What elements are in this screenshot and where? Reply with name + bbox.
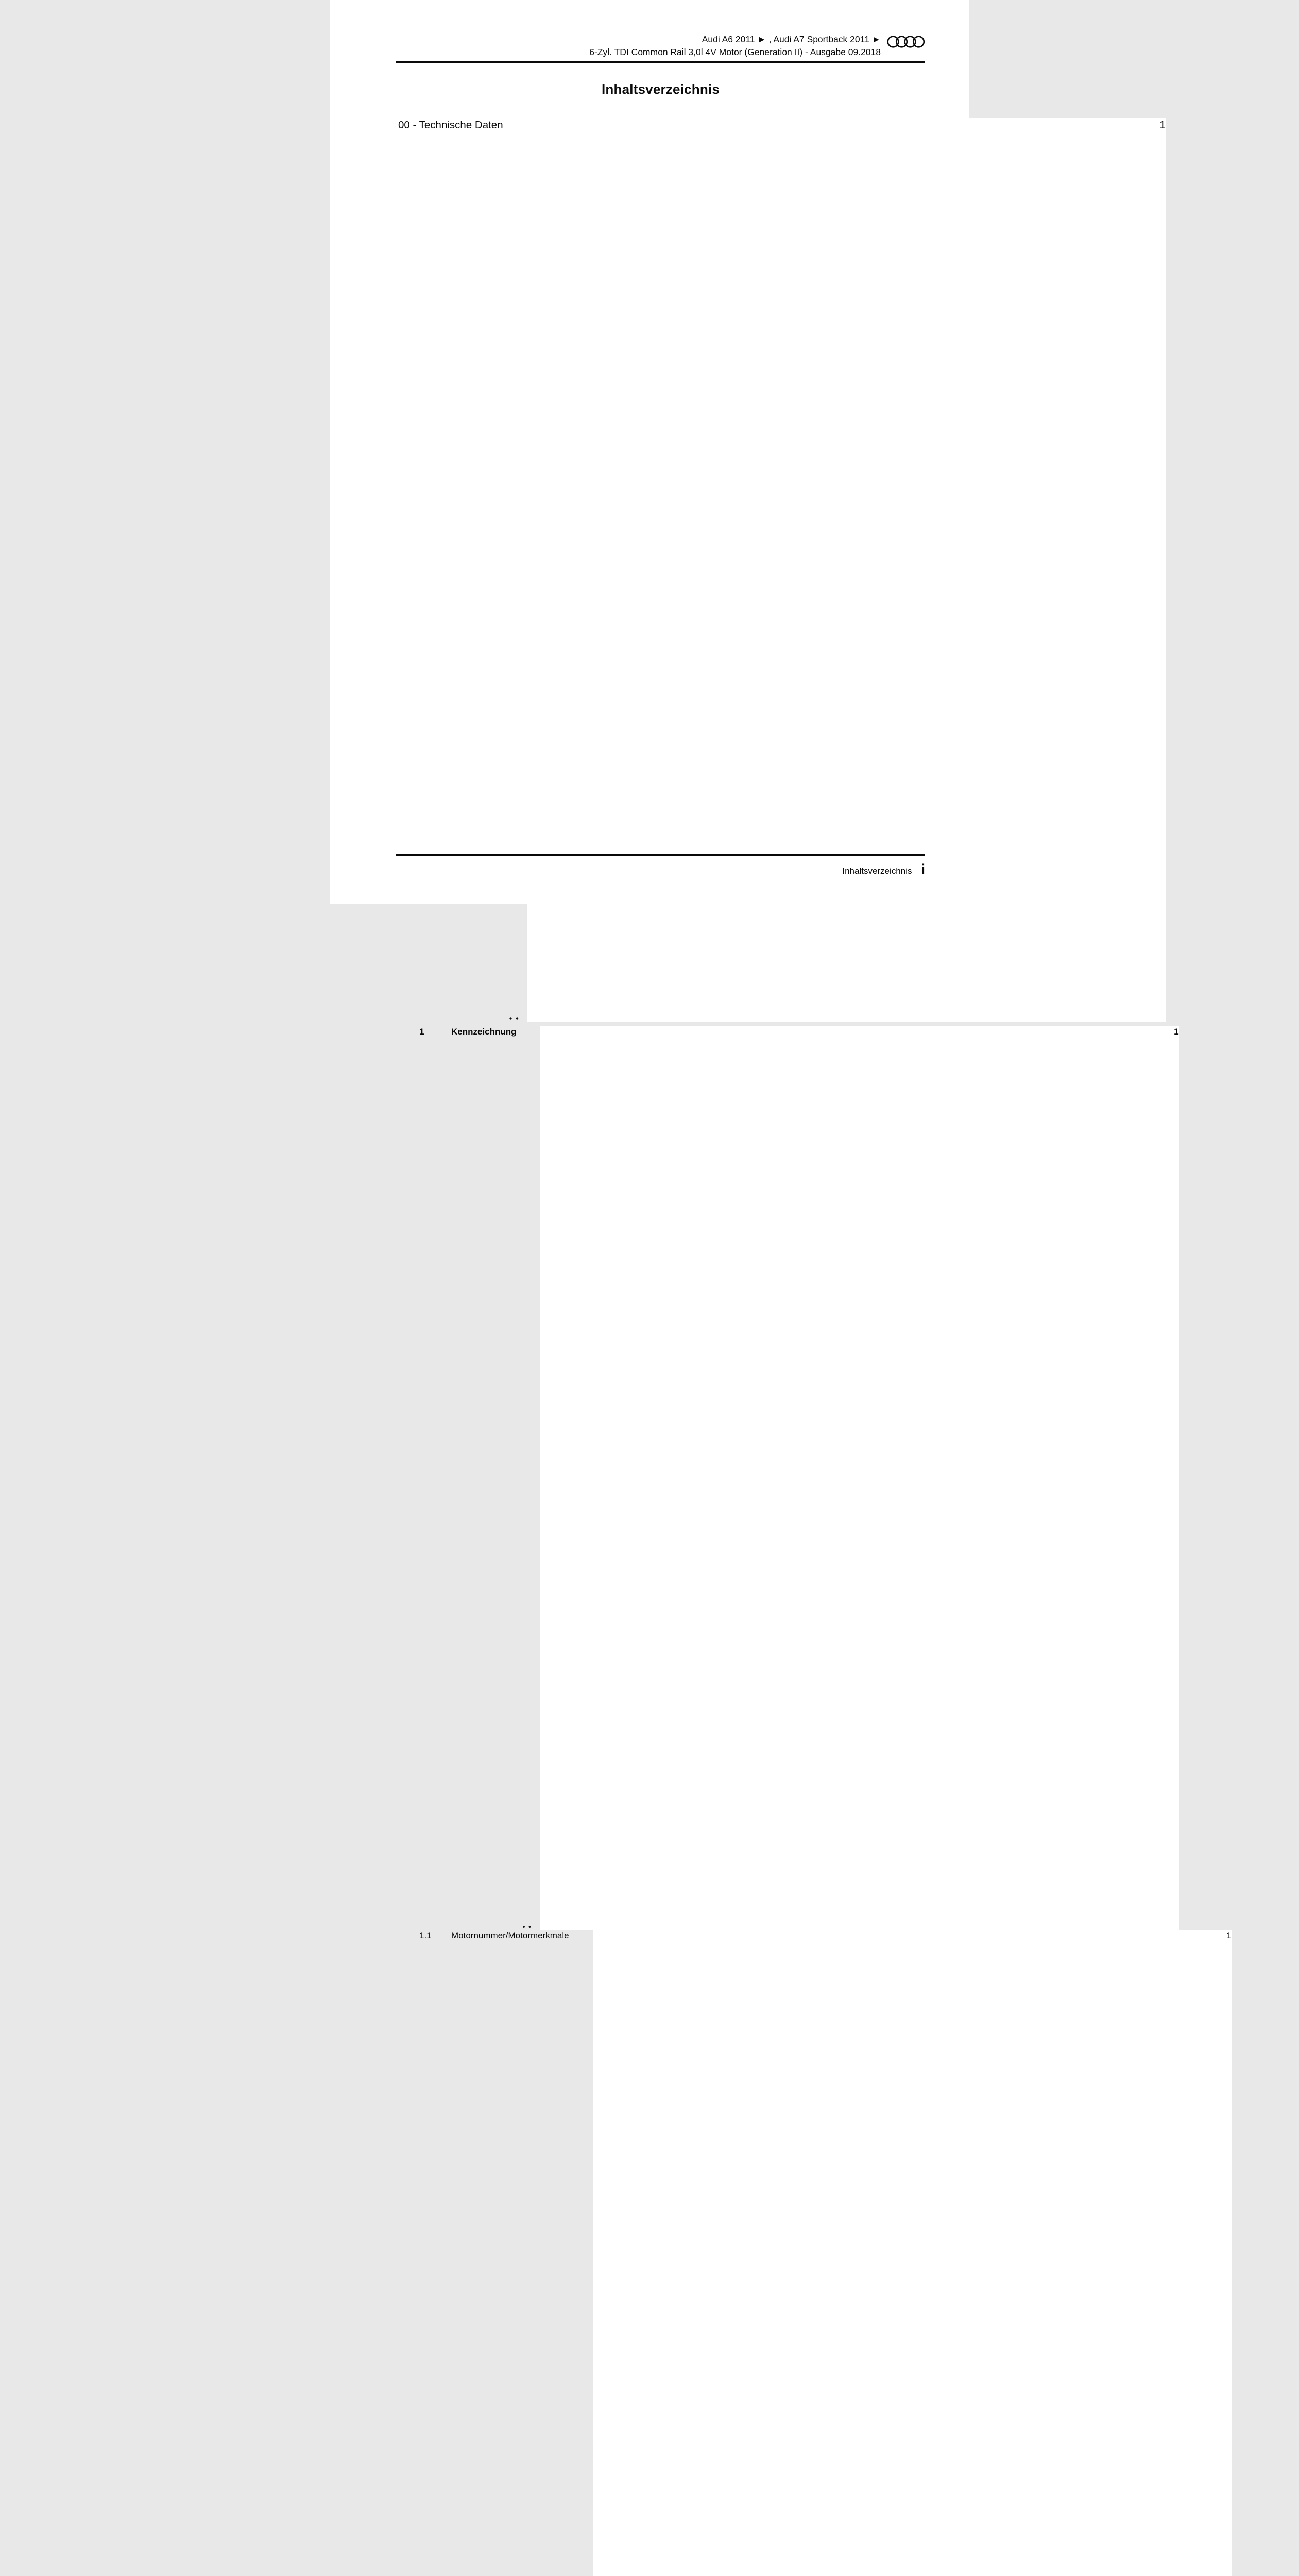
header-model-line: Audi A6 2011 ► , Audi A7 Sportback 2011 ► (702, 34, 881, 44)
toc-entry-label: Kennzeichnung (451, 1027, 517, 1037)
toc-entry-number: 1.1 (419, 1930, 432, 1940)
header-text-block (589, 33, 881, 59)
page-header (589, 33, 925, 59)
toc-entry-label: 00 - Technische Daten (398, 119, 503, 131)
footer-page-number: i (921, 861, 925, 877)
toc-list (396, 108, 1232, 2576)
header-divider (396, 61, 925, 63)
dot-leader (523, 1926, 533, 1928)
page-footer (842, 862, 925, 876)
dot-leader (509, 1017, 520, 1020)
manual-toc-page (330, 0, 1232, 1940)
toc-entry[interactable] (396, 1026, 1179, 1930)
toc-entry-page: 1 (540, 1026, 1179, 1930)
page-title: Inhaltsverzeichnis (601, 81, 720, 97)
footer-label: Inhaltsverzeichnis (842, 866, 912, 876)
audi-rings-icon (887, 35, 925, 52)
toc-entry[interactable] (396, 118, 1166, 1022)
footer-divider (396, 854, 925, 856)
toc-entry-page: 1 (593, 1930, 1232, 2576)
toc-entry[interactable] (396, 1930, 1232, 2576)
toc-entry-number: 1 (419, 1027, 424, 1037)
header-engine-line: 6-Zyl. TDI Common Rail 3,0l 4V Motor (Generation II) - Ausgabe 09.2018 (589, 47, 881, 57)
toc-entry-label: Motornummer/Motormerkmale (451, 1930, 569, 1940)
toc-entry-page: 1 (527, 118, 1166, 1022)
